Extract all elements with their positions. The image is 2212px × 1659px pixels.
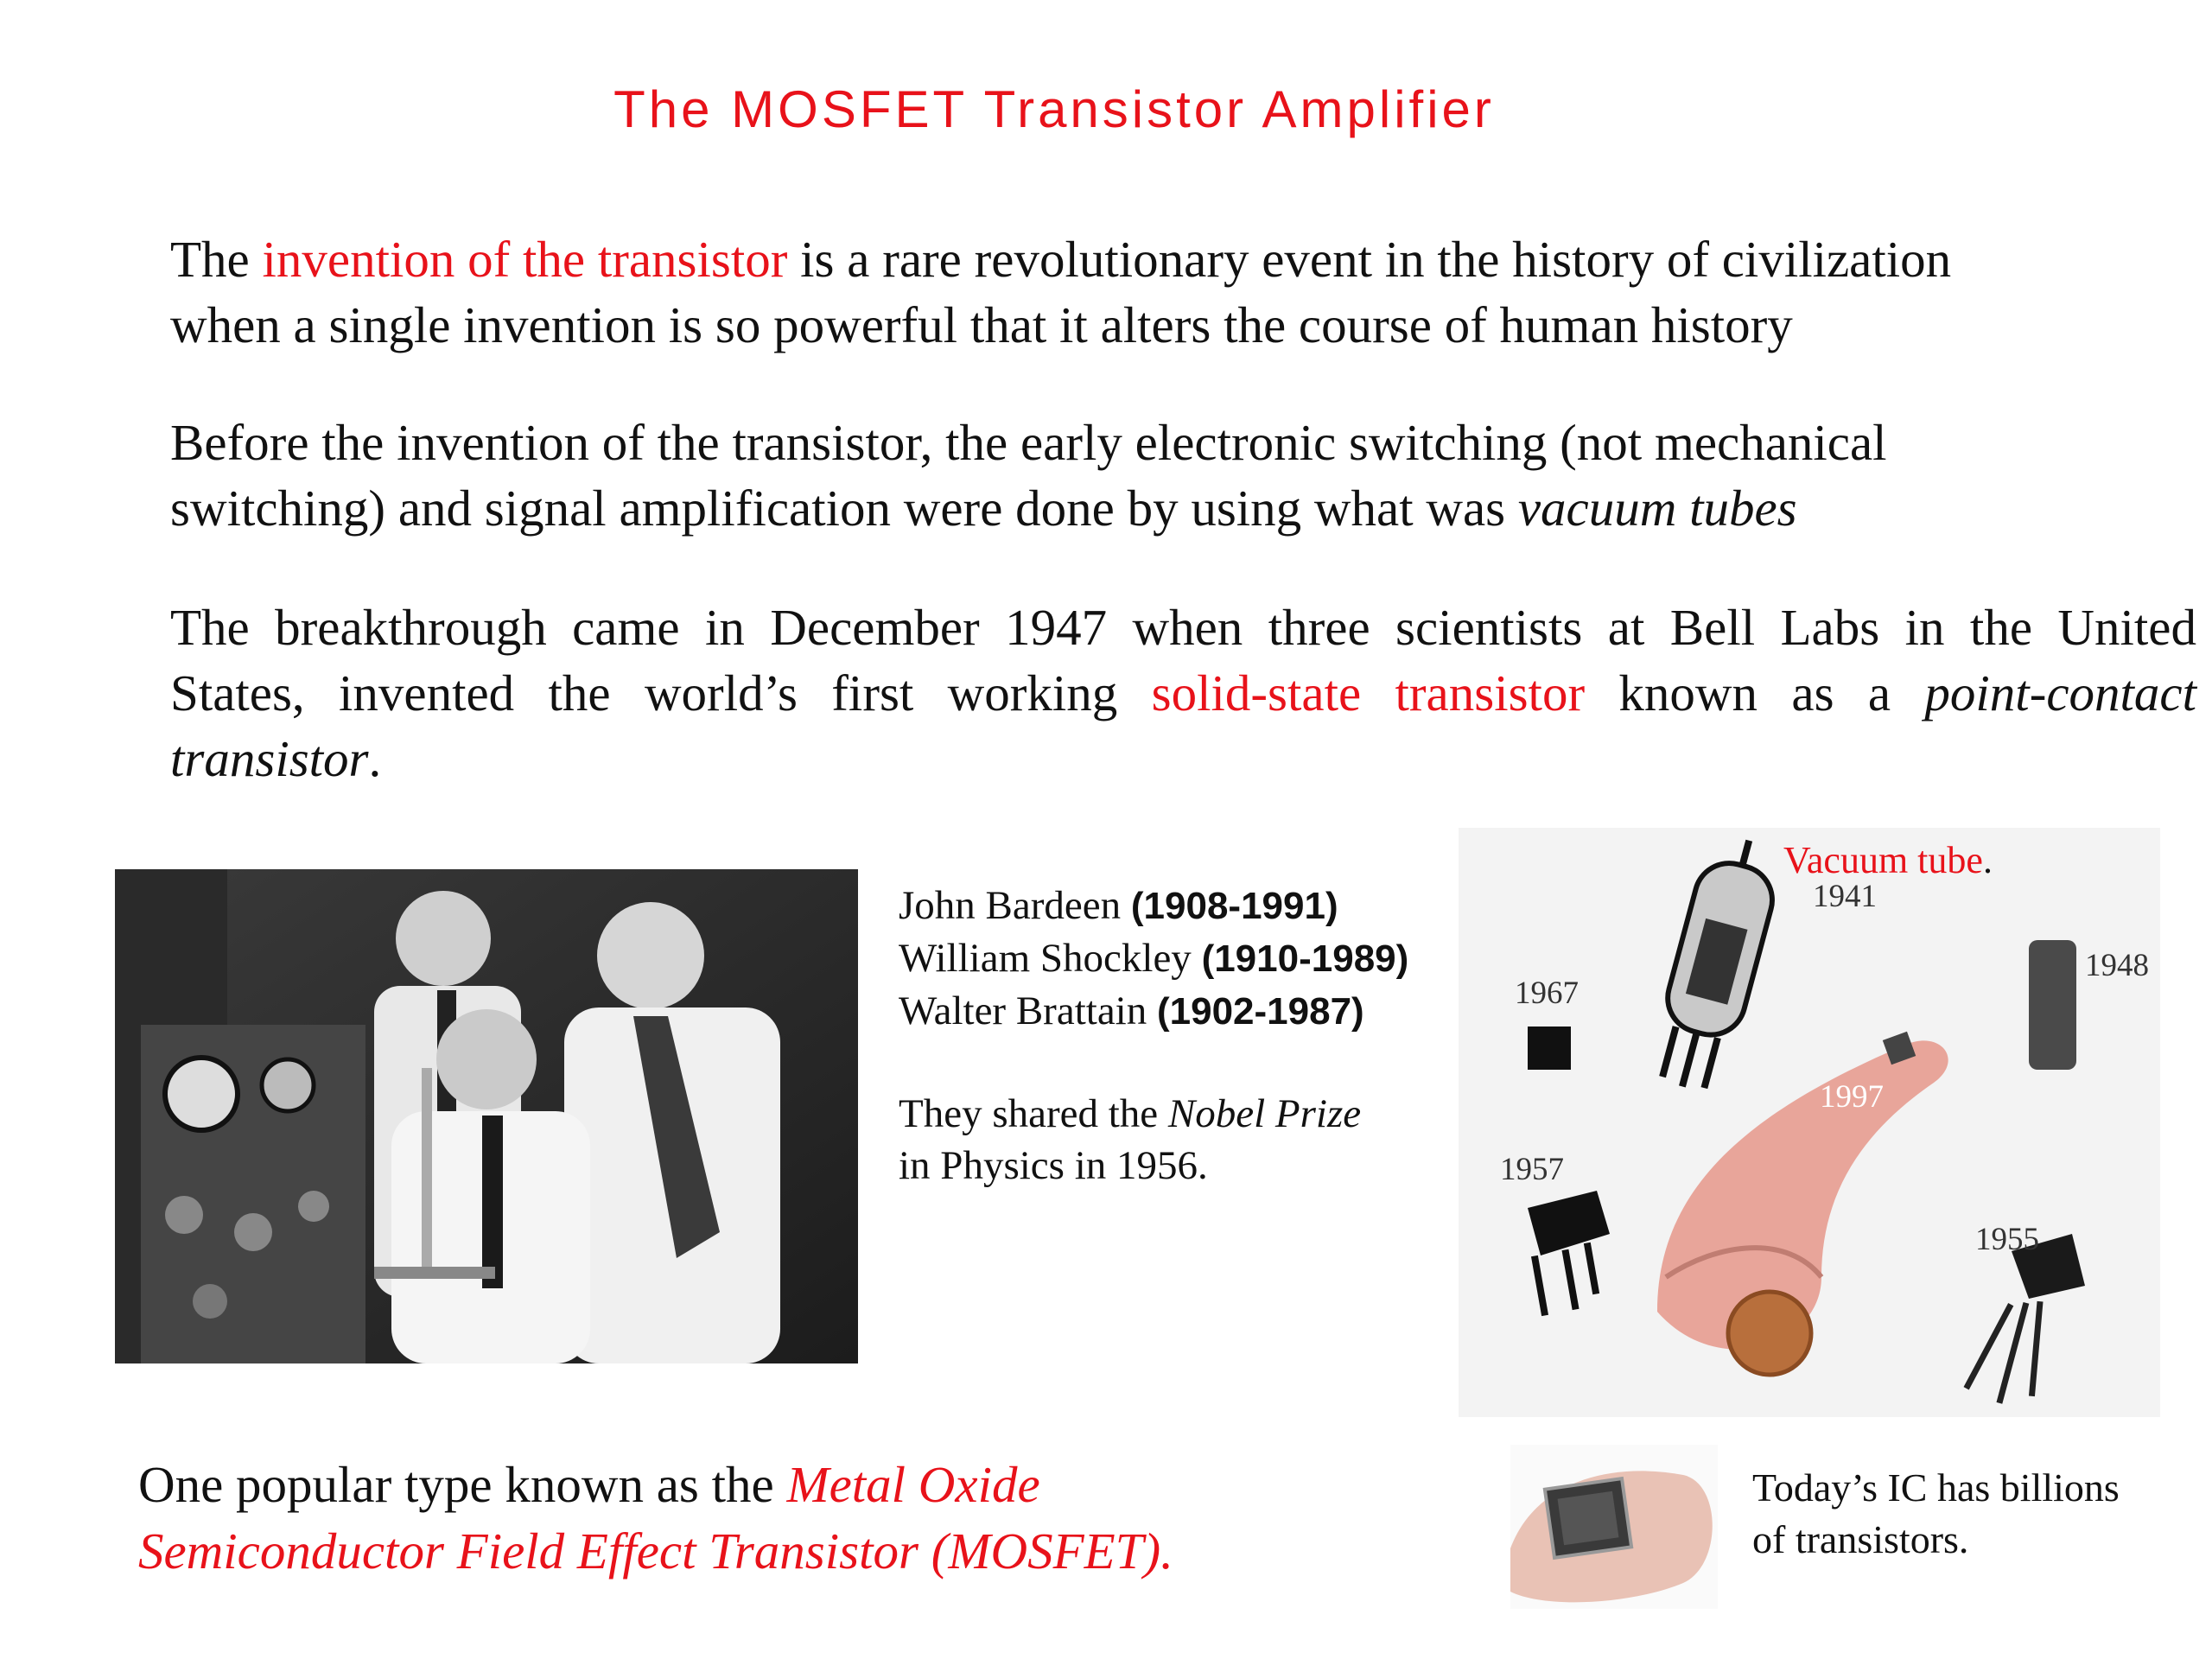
ic-caption — [1752, 1462, 2120, 1566]
p3-line3-end: . — [368, 730, 382, 787]
p3-line3-italic: transistor — [170, 730, 369, 787]
paragraph-breakthrough — [170, 594, 2196, 791]
p3-line2-mid: known as a — [1585, 664, 1925, 721]
mosfet-italic-1: Metal Oxide — [786, 1456, 1040, 1513]
slide-title: The MOSFET Transistor Amplifier — [613, 80, 1495, 138]
paragraph-vacuum-tubes — [170, 410, 2196, 541]
p1-line2: when a single invention is so powerful that it alters the course of human history — [170, 296, 1793, 353]
p3-line1: The breakthrough came in December 1947 when three scientists at Bell Labs in the United — [170, 599, 2196, 656]
p2-italic: vacuum tubes — [1517, 480, 1797, 537]
bell-labs-scientists-photo — [115, 869, 858, 1363]
p2-line1: Before the invention of the transistor, the early electronic switching (not mechanical — [170, 414, 1887, 471]
scientist-bardeen: John Bardeen (1908-1991) — [899, 883, 1338, 928]
mosfet-text-pre: One popular type known as the — [138, 1456, 787, 1513]
p3-italic: point-contact — [1924, 664, 2196, 721]
year-1941: 1941 — [1813, 879, 1877, 914]
year-1997: 1997 — [1820, 1079, 1884, 1115]
transistor-evolution-image — [1459, 828, 2160, 1417]
nobel-line2: in Physics in 1956. — [899, 1143, 1208, 1188]
year-1948: 1948 — [2085, 948, 2149, 983]
p3-line2-text: States, invented the world’s first working — [170, 664, 1152, 721]
year-1957: 1957 — [1500, 1152, 1564, 1187]
scientists-photo-illustration — [115, 869, 858, 1363]
p1-highlight: invention of the transistor — [262, 231, 788, 288]
ic-chip-illustration — [1510, 1445, 1718, 1609]
p3-highlight: solid-state transistor — [1151, 664, 1586, 721]
scientist-brattain: Walter Brattain (1902-1987) — [899, 988, 1364, 1033]
mosfet-italic-2: Semiconductor Field Effect Transistor (MOSFET). — [138, 1522, 1173, 1580]
ic-on-finger-image — [1510, 1445, 1718, 1609]
paragraph-invention — [170, 226, 2196, 358]
p1-text-pre: The — [170, 231, 263, 288]
vacuum-tube-label: Vacuum tube. — [1783, 839, 1993, 881]
mosfet-statement — [138, 1452, 1173, 1585]
p2-line2-text: switching) and signal amplification were done by using what was — [170, 480, 1518, 537]
ic-line1: Today’s IC has billions — [1752, 1465, 2120, 1510]
scientists-caption — [899, 880, 1408, 1192]
scientist-shockley: William Shockley (1910-1989) — [899, 936, 1409, 981]
ic-line2: of transistors. — [1752, 1517, 1969, 1561]
evolution-illustration — [1459, 828, 2160, 1417]
p1-text-rest: is a rare revolutionary event in the history of civilization — [787, 231, 1952, 288]
year-1967: 1967 — [1515, 976, 1579, 1011]
year-1955: 1955 — [1975, 1222, 2039, 1257]
nobel-line1: They shared the Nobel Prize — [899, 1091, 1362, 1136]
